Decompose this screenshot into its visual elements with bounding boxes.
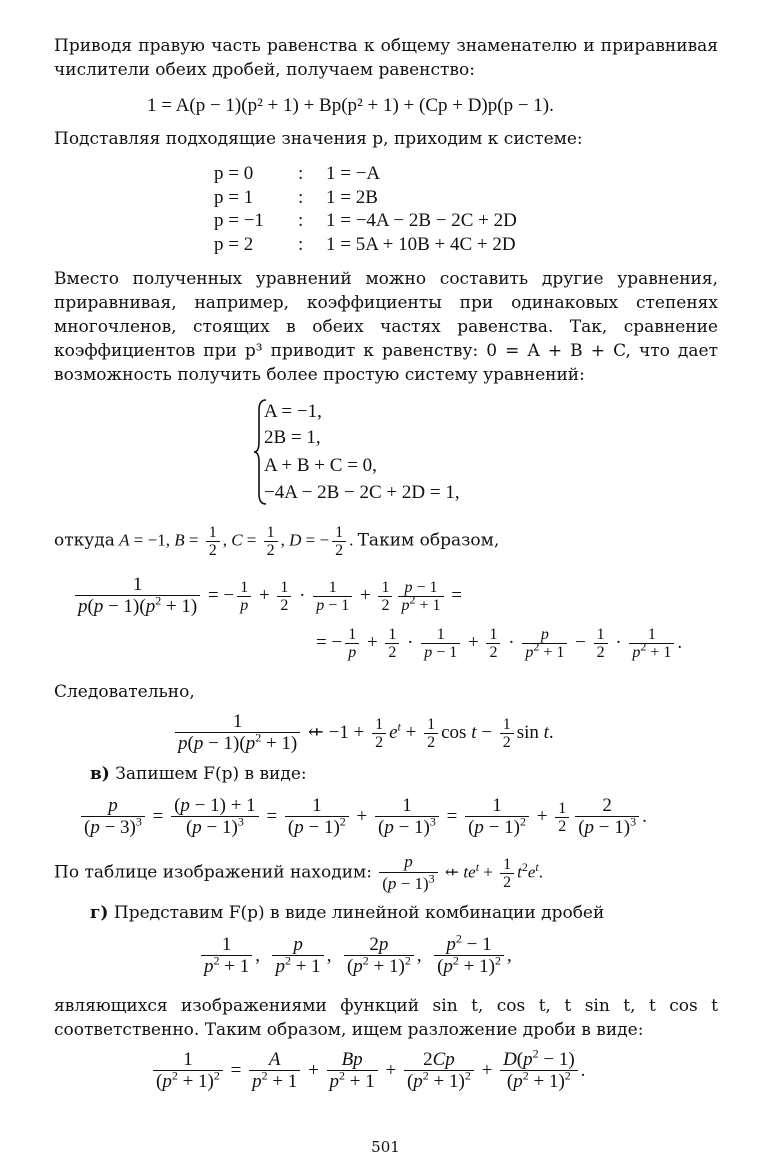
system-row-colon: : bbox=[298, 234, 304, 255]
system-row-rhs: 1 = 5A + 10B + 4C + 2D bbox=[326, 234, 516, 255]
system-equation: 2B = 1, bbox=[264, 427, 321, 448]
decomposition-equation-line2: = − $\frac{1}{p}$ + $\frac{1}{2}$ · $\frac{1}{p - 1}$ + $\frac{1}{2}$ · $\frac{p}{p^2 + 1}$ − $\frac{1}{2}$ · $\frac{1}{p^2 + 1}$ . bbox=[316, 626, 683, 661]
item-v-equation: $\frac{p}{(p - 3)^3}$ = $\frac{(p - 1) + 1}{(p - 1)^3}$ = $\frac{1}{(p - 1)^2}$ + $\frac{1}{(p - 1)^3}$ = $\frac{1}{(p - 1)^2}$ + $\frac{1}{2}$ $\frac{2}{(p - 1)^3}$ . bbox=[78, 796, 647, 839]
coefficients-result: откуда A = −1, B = $\frac{1}{2}$ , C = $\frac{1}{2}$ , D = − $\frac{1}{2}$ . Таким образом, bbox=[54, 524, 500, 559]
system-equation: −4A − 2B − 2C + 2D = 1, bbox=[264, 482, 460, 503]
system-row-colon: : bbox=[298, 163, 304, 184]
item-g-label: г) bbox=[90, 903, 109, 923]
table-lookup-text: По таблице изображений находим: bbox=[54, 862, 372, 883]
decomposition-equation-line1: $\frac{1}{p(p - 1)(p^2 + 1)}$ = − $\frac{1}{p}$ + $\frac{1}{2}$ · $\frac{1}{p - 1}$ + $\frac{1}{2}$ $\frac{p - 1}{p^2 + 1}$ = bbox=[72, 575, 462, 618]
original-correspondence: $\frac{1}{p(p - 1)(p^2 + 1)}$ ⇷ −1 + $\frac{1}{2}$ $e^t$ + $\frac{1}{2}$ cos t − $\frac{1}{2}$ sin t. bbox=[172, 712, 554, 755]
equation-numerator-identity: 1 = A(p − 1)(p² + 1) + Bp(p² + 1) + (Cp + D)p(p − 1). bbox=[147, 95, 554, 116]
system-row-lhs: p = 2 bbox=[214, 234, 254, 255]
system-row-rhs: 1 = −A bbox=[326, 163, 381, 184]
item-g-text: Представим F(p) в виде линейной комбинации дробей bbox=[113, 903, 605, 923]
paragraph-images: являющихся изображениями функций sin t, cos t, t sin t, t cos t соответственно. Таким образом, ищем разложение дроби в виде: bbox=[54, 996, 718, 1040]
system-equation: A + B + C = 0, bbox=[264, 455, 377, 476]
paragraph-intro: Приводя правую часть равенства к общему знаменателю и приравнивая числители обеих дробей, получаем равенство: bbox=[54, 36, 718, 80]
item-g bbox=[90, 901, 718, 925]
item-v-label: в) bbox=[90, 764, 110, 784]
paragraph-coefficients: Вместо полученных уравнений можно составить другие уравнения, приравнивая, например, коэффициенты при одинаковых степенях многочленов, стоящих в обеих частях равенства. Так, сравнение коэффициентов при p³ приводит к равенству: 0 = A + B + C, что дает возможность получить более простую систему уравнений: bbox=[54, 269, 718, 385]
item-g-decomposition: $\frac{1}{(p^2 + 1)^2}$ = $\frac{A}{p^2 + 1}$ + $\frac{Bp}{p^2 + 1}$ + $\frac{2Cp}{(p^2 + 1)^2}$ + $\frac{D(p^2 - 1)}{(p^2 + 1)^2}$ . bbox=[150, 1050, 585, 1093]
page-number: 501 bbox=[371, 1138, 400, 1156]
item-v bbox=[90, 762, 718, 786]
system-row-colon: : bbox=[298, 210, 304, 231]
paragraph-substitution: Подставляя подходящие значения p, приходим к системе: bbox=[54, 129, 583, 149]
system-row-colon: : bbox=[298, 187, 304, 208]
table-lookup-line: По таблице изображений находим: $\frac{p}{(p - 1)^3}$ ⇷ $te^t$ + $\frac{1}{2}$ $t^2e^t$. bbox=[54, 852, 544, 893]
basis-fractions: $\frac{1}{p^2 + 1}$ , $\frac{p}{p^2 + 1}$ , $\frac{2p}{(p^2 + 1)^2}$ , $\frac{p^2 - 1}{(p^2 + 1)^2}$ , bbox=[198, 935, 512, 978]
system-row-lhs: p = 0 bbox=[214, 163, 254, 184]
text-otkuda: откуда bbox=[54, 530, 115, 551]
item-v-text: Запишем F(p) в виде: bbox=[115, 764, 307, 784]
system-row-rhs: 1 = −4A − 2B − 2C + 2D bbox=[326, 210, 517, 231]
system-row-lhs: p = 1 bbox=[214, 187, 254, 208]
paragraph-therefore: Следовательно, bbox=[54, 682, 195, 702]
system-row-rhs: 1 = 2B bbox=[326, 187, 378, 208]
system-equation: A = −1, bbox=[264, 401, 322, 422]
text-takim-obrazom: Таким образом, bbox=[357, 530, 500, 551]
system-row-lhs: p = −1 bbox=[214, 210, 264, 231]
